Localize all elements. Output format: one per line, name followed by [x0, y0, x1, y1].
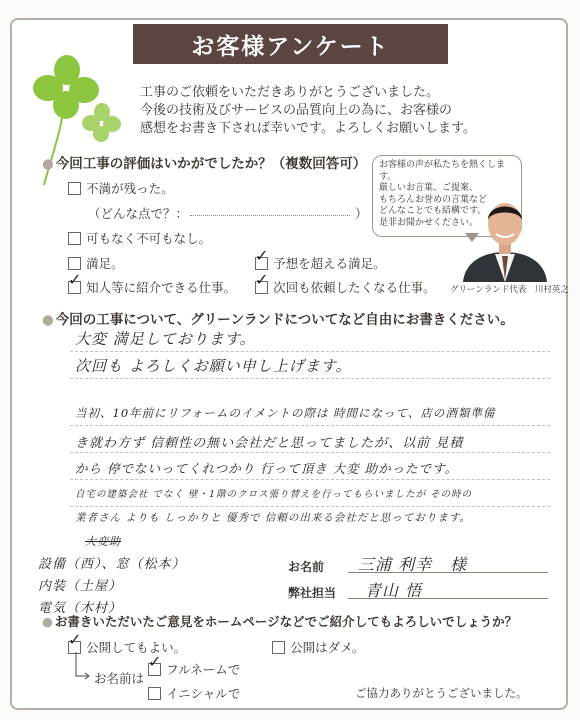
bullet-icon: ●: [42, 312, 54, 328]
neutral-label: 可もなく不可もなし。: [86, 231, 212, 246]
bullet-icon: ●: [42, 614, 53, 629]
ruled-line: [70, 506, 550, 507]
name-value[interactable]: 三浦 利幸: [358, 555, 433, 574]
option-unsatisfied[interactable]: [68, 178, 174, 197]
handwriting-line: 大変助: [85, 535, 121, 548]
exceeded-checkbox[interactable]: [255, 246, 269, 270]
detail-close-paren: ）: [355, 206, 368, 221]
recommend-label: 知人等に紹介できる仕事。: [86, 280, 237, 295]
option-exceeded[interactable]: [255, 246, 386, 272]
name-suffix: 様: [450, 555, 468, 574]
intro-text: [140, 84, 540, 138]
page-title: お客様アンケート: [133, 24, 448, 64]
fullname-checkbox[interactable]: [148, 652, 162, 676]
handwriting-line: から 停でないってくれつかり 行って頂き 大変 助かったです。: [75, 461, 459, 476]
publish-no-label: 公開はダメ。: [290, 640, 365, 655]
bubble-line: お客様の声が私たちを熱くします。: [379, 160, 506, 182]
publish-ok-label: 公開してもよい。: [86, 640, 187, 655]
section3-heading: [42, 612, 517, 630]
thanks-text: ご協力ありがとうございました。: [355, 686, 528, 700]
ceo-caption: グリーンランド代表 川村英之: [450, 285, 569, 295]
ruled-line: [70, 425, 550, 426]
option-recommend[interactable]: [68, 270, 237, 296]
arrow-icon: [70, 652, 92, 684]
again-checkbox[interactable]: [255, 270, 269, 294]
neutral-checkbox[interactable]: [68, 232, 81, 245]
section2-heading-text: 今回の工事について、グリーンランドについてなど自由にお書きください。: [55, 312, 514, 328]
handwriting-line: 当初、10年前にリフォームのイメントの際は 時間になって、店の酒類準備: [75, 406, 496, 420]
intro-line: 感想をお書き下されば幸いです。よろしくお願いします。: [140, 121, 476, 136]
ceo-portrait-icon: [455, 190, 555, 282]
checkmark-icon: ✓: [148, 652, 162, 671]
option-again[interactable]: [255, 270, 436, 296]
handwriting-line: 次回も よろしくお願い申し上げます。: [75, 357, 352, 375]
staff-note: 内装（土屋）: [38, 579, 123, 594]
exceeded-label: 予想を超える満足。: [273, 256, 386, 271]
bubble-line: もちろんお誉めの言葉など: [379, 194, 488, 205]
unsatisfied-checkbox[interactable]: [68, 182, 81, 195]
again-label: 次回も依頼したくなる仕事。: [273, 280, 436, 295]
name-label: お名前: [288, 560, 325, 574]
staff-note: 電気（木村）: [38, 601, 123, 616]
option-neutral[interactable]: [68, 228, 211, 247]
publish-no-checkbox[interactable]: [272, 641, 285, 654]
ruled-line: [70, 479, 550, 480]
handwriting-line: 業者さん よりも しっかりと 優秀で 信頼の出来る会社だと思っております。: [75, 512, 472, 524]
detail-prompt: （どんな点で？：: [88, 206, 189, 221]
staff-label: 弊社担当: [288, 586, 337, 600]
checkmark-icon: ✓: [255, 246, 269, 265]
option-publish-no[interactable]: [272, 637, 364, 656]
initials-checkbox[interactable]: [148, 687, 161, 700]
satisfied-label: 満足。: [86, 256, 124, 271]
recommend-checkbox[interactable]: [68, 270, 82, 294]
bubble-line: 厳しいお言葉、ご提案、: [379, 183, 479, 193]
unsatisfied-label: 不満が残った。: [86, 181, 174, 196]
option-initials[interactable]: [148, 683, 240, 702]
bubble-line: 是非お聞かせください。: [379, 217, 479, 228]
checkmark-icon: ✓: [255, 270, 269, 289]
section2-heading: [42, 308, 514, 328]
ruled-line: [70, 452, 550, 453]
ruled-line: [70, 378, 550, 379]
detail-input-line[interactable]: [190, 215, 350, 216]
bubble-line: どんなことでも結構です。: [379, 206, 487, 216]
section1-heading: [42, 152, 366, 172]
checkmark-icon: ✓: [68, 270, 82, 289]
staff-note: 設備（西）、窓（松本）: [38, 557, 186, 572]
staff-value[interactable]: 青山 悟: [365, 581, 423, 600]
ruled-line: [70, 351, 550, 352]
handwriting-line: 大変 満足しております。: [75, 330, 256, 348]
name-display-label: お名前は: [94, 671, 145, 686]
intro-line: 今後の技術及びサービスの品質向上の為に、お客様の: [140, 103, 453, 118]
handwriting-line: 自宅の建築会社 でなく 壁・1階のクロス張り替えを行ってもらいましたが その時の: [75, 489, 473, 500]
section3-heading-text: お書きいただいたご意見をホームページなどでご紹介してもよろしいでしょうか？: [54, 614, 518, 629]
intro-line: 工事のご依頼をいただきありがとうございました。: [140, 85, 440, 100]
satisfied-checkbox[interactable]: [68, 257, 81, 270]
fullname-label: フルネームで: [166, 662, 241, 677]
section1-heading-text: 今回工事の評価はいかがでしたか？（複数回答可）: [55, 156, 367, 172]
checkmark-icon: ✓: [68, 630, 82, 649]
option-fullname[interactable]: [148, 652, 241, 678]
initials-label: イニシャルで: [166, 686, 241, 701]
bullet-icon: ●: [42, 156, 54, 172]
handwriting-line: き就わ方ず 信頼性の無い会社だと思ってましたが、以前 見積: [75, 436, 464, 451]
